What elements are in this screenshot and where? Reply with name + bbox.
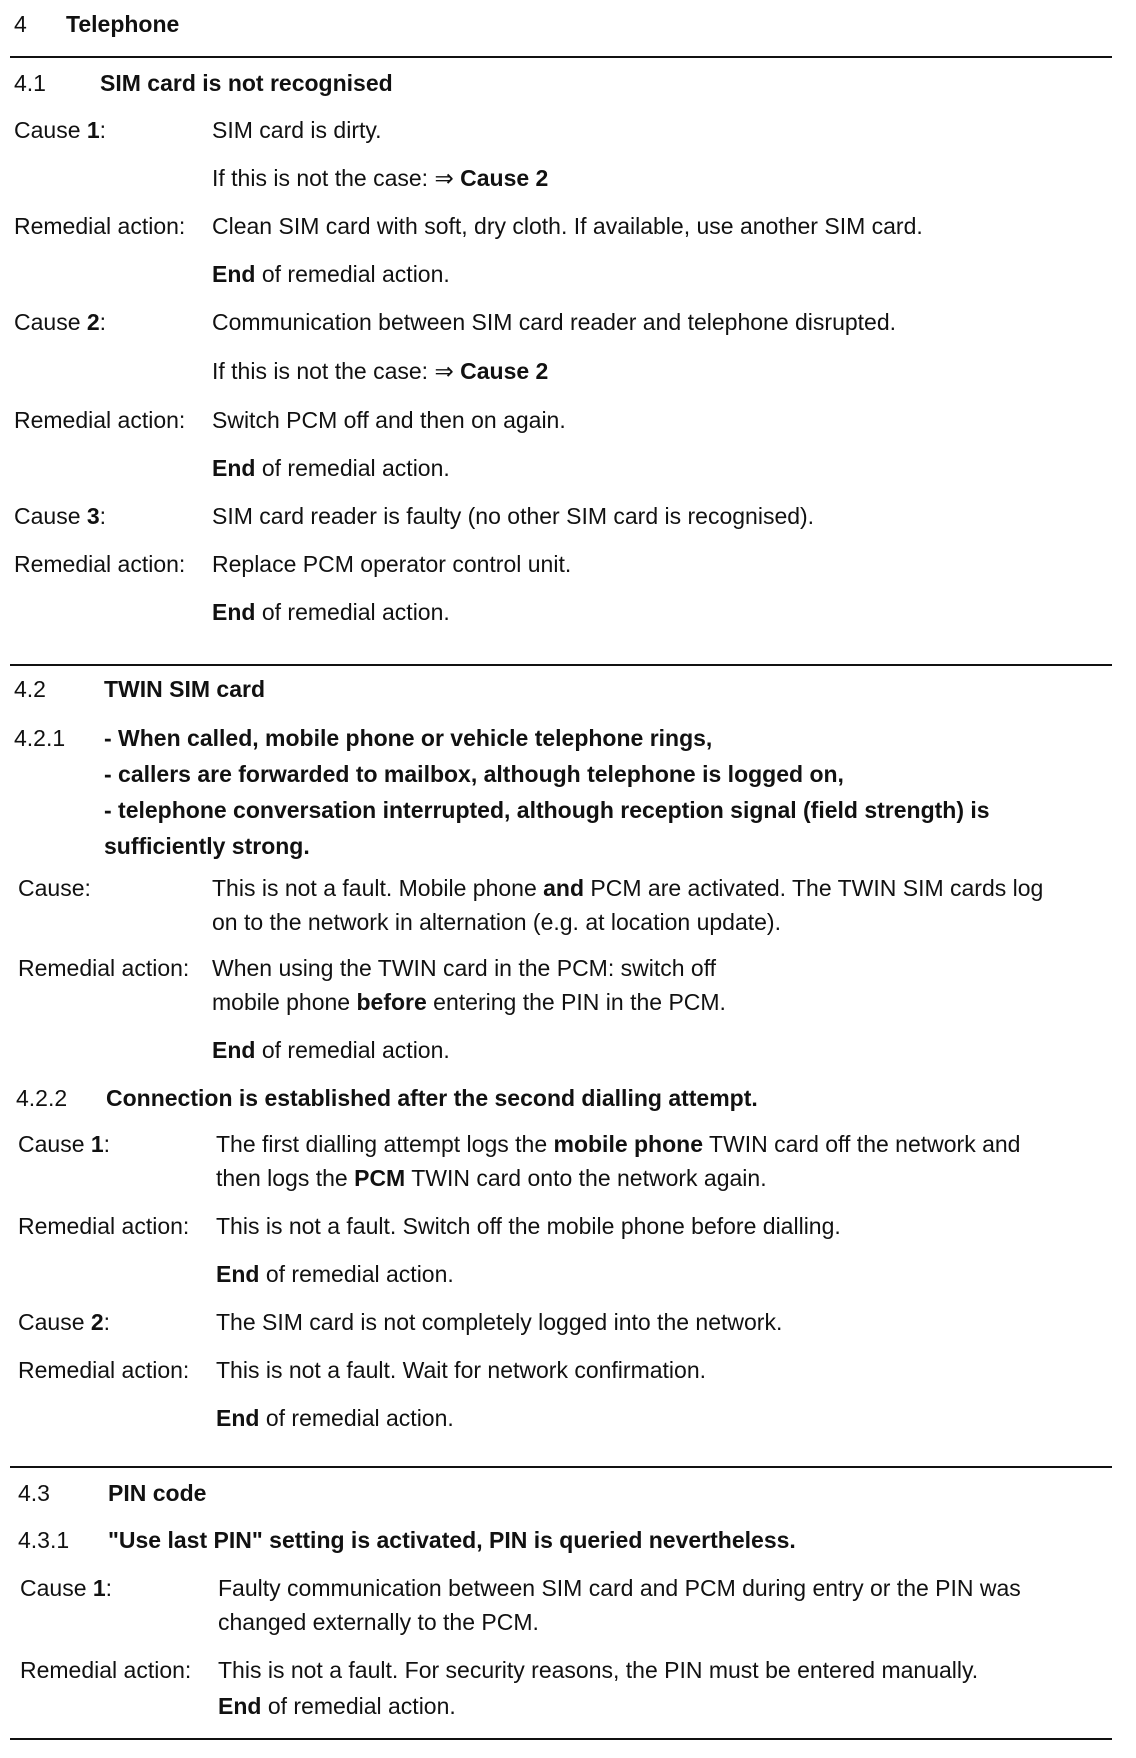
chapter-number: 4 xyxy=(14,11,27,37)
subsection-number: 4.3.1 xyxy=(18,1527,70,1553)
remedial-label: Remedial action: xyxy=(14,213,186,239)
cause-text: This is not a fault. Mobile phone and PCM are activated. The TWIN SIM cards log xyxy=(212,875,1044,901)
cause-text: Faulty communication between SIM card and PCM during entry or the PIN was xyxy=(218,1575,1021,1601)
cause-text-cont: changed externally to the PCM. xyxy=(218,1609,539,1635)
section-number: 4.2 xyxy=(14,676,46,702)
section-title: PIN code xyxy=(108,1480,207,1506)
end-remedial: End of remedial action. xyxy=(216,1405,454,1431)
subsection-title-line: sufficiently strong. xyxy=(104,833,310,859)
subsection-title: "Use last PIN" setting is activated, PIN is queried nevertheless. xyxy=(108,1527,796,1553)
cause-label: Cause 2: xyxy=(14,309,107,335)
cause-label: Cause: xyxy=(18,875,91,901)
subsection-number: 4.2.2 xyxy=(16,1085,68,1111)
remedial-label: Remedial action: xyxy=(14,407,186,433)
section-title: SIM card is not recognised xyxy=(100,70,393,96)
cause-label: Cause 1: xyxy=(18,1131,111,1157)
end-remedial: End of remedial action. xyxy=(212,1037,450,1063)
section-number: 4.1 xyxy=(14,70,46,96)
subsection-title: Connection is established after the second dialling attempt. xyxy=(106,1085,758,1111)
remedial-text: This is not a fault. Switch off the mobile phone before dialling. xyxy=(216,1213,841,1239)
page-bottom-rule xyxy=(10,1738,1112,1740)
subsection-title-line: - When called, mobile phone or vehicle telephone rings, xyxy=(104,725,713,751)
remedial-text: When using the TWIN card in the PCM: switch off xyxy=(212,955,717,981)
section-title: TWIN SIM card xyxy=(104,676,266,702)
cause-text: SIM card is dirty. xyxy=(212,117,382,143)
remedial-text: This is not a fault. Wait for network confirmation. xyxy=(216,1357,706,1383)
remedial-text: Switch PCM off and then on again. xyxy=(212,407,566,433)
subsection-number: 4.2.1 xyxy=(14,725,66,751)
remedial-label: Remedial action: xyxy=(18,1213,190,1239)
remedial-text: Clean SIM card with soft, dry cloth. If available, use another SIM card. xyxy=(212,213,923,239)
cause-text: The first dialling attempt logs the mobile phone TWIN card off the network and xyxy=(216,1131,1021,1157)
remedial-label: Remedial action: xyxy=(20,1657,192,1683)
cause-label: Cause 2: xyxy=(18,1309,111,1335)
cause-text-cont: on to the network in alternation (e.g. at location update). xyxy=(212,909,781,935)
subsection-title-line: - telephone conversation interrupted, although reception signal (field strength) is xyxy=(104,797,990,823)
remedial-text-cont: mobile phone before entering the PIN in the PCM. xyxy=(212,989,726,1015)
cause-text: The SIM card is not completely logged into the network. xyxy=(216,1309,783,1335)
cause-label: Cause 1: xyxy=(20,1575,113,1601)
remedial-label: Remedial action: xyxy=(18,955,190,981)
cause-text: SIM card reader is faulty (no other SIM card is recognised). xyxy=(212,503,815,529)
subsection-title-line: - callers are forwarded to mailbox, although telephone is logged on, xyxy=(104,761,844,787)
remedial-text: This is not a fault. For security reasons, the PIN must be entered manually. xyxy=(218,1657,979,1683)
end-remedial: End of remedial action. xyxy=(212,599,450,625)
section-rule xyxy=(10,1466,1112,1468)
cause-text-cont: then logs the PCM TWIN card onto the network again. xyxy=(216,1165,767,1191)
remedial-label: Remedial action: xyxy=(14,551,186,577)
end-remedial: End of remedial action. xyxy=(218,1693,456,1719)
end-remedial: End of remedial action. xyxy=(212,455,450,481)
section-number: 4.3 xyxy=(18,1480,50,1506)
remedial-label: Remedial action: xyxy=(18,1357,190,1383)
arrow-icon: ⇒ xyxy=(434,165,454,191)
end-remedial: End of remedial action. xyxy=(216,1261,454,1287)
cause-label: Cause 3: xyxy=(14,503,107,529)
remedial-text: Replace PCM operator control unit. xyxy=(212,551,572,577)
section-rule xyxy=(10,664,1112,666)
chapter-title: Telephone xyxy=(66,11,180,37)
cross-reference: If this is not the case: ⇒ Cause 2 xyxy=(212,358,549,384)
cause-label: Cause 1: xyxy=(14,117,107,143)
cross-reference: If this is not the case: ⇒ Cause 2 xyxy=(212,165,549,191)
cause-text: Communication between SIM card reader and telephone disrupted. xyxy=(212,309,897,335)
arrow-icon: ⇒ xyxy=(434,358,454,384)
chapter-rule xyxy=(10,56,1112,58)
end-remedial: End of remedial action. xyxy=(212,261,450,287)
